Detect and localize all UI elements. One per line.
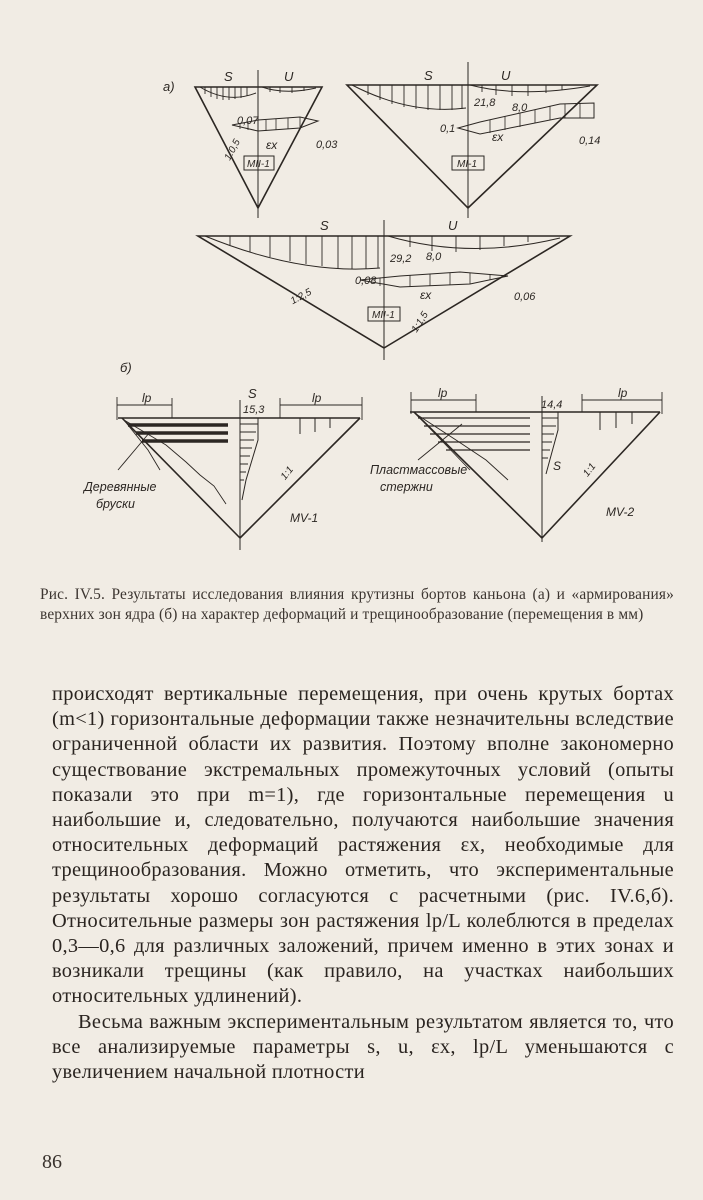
- a2-value-2: 8,0: [512, 102, 528, 114]
- body-text: [52, 682, 674, 1085]
- a2-strain-label: εx: [492, 130, 504, 144]
- a2-value-4: 0,14: [579, 135, 601, 147]
- a1-displacement-label: U: [284, 69, 294, 84]
- b2-slope-label: 1:1: [581, 461, 599, 480]
- a1-settlement-label: S: [224, 69, 233, 84]
- b1-zone-label-right: lp: [312, 391, 322, 405]
- a3-model-label: МII-1: [372, 310, 395, 321]
- b2-zone-label-left: lp: [438, 386, 448, 400]
- b1-settlement-value: 15,3: [243, 404, 265, 416]
- b2-zone-label-right: lp: [618, 386, 628, 400]
- diagram-b1: [117, 397, 362, 550]
- b1-material-label-2: бруски: [96, 497, 135, 511]
- a3-slope-left: 1:2,5: [288, 286, 314, 307]
- a3-displacement-label: U: [448, 218, 458, 233]
- a2-value-3: 0,1: [440, 123, 456, 135]
- a3-value-4: 0,06: [514, 291, 536, 303]
- a3-strain-label: εx: [420, 288, 432, 302]
- a1-value-2: 0,03: [316, 139, 338, 151]
- a3-settlement-label: S: [320, 218, 329, 233]
- a1-model-label: МII-1: [247, 159, 270, 170]
- b2-material-label-2: стержни: [380, 480, 433, 494]
- diagram-a1: [195, 70, 322, 218]
- figure-iv5: [0, 0, 703, 580]
- b1-slope-label: 1:1: [278, 464, 296, 483]
- figure-caption: Рис. IV.5. Результаты исследования влияния крутизны бортов каньона (а) и «армирования» верхних зон ядра (б) на характер деформаций и трещинообразование (перемещения в мм): [40, 586, 674, 623]
- b1-model-label: MV-1: [290, 511, 319, 525]
- a3-slope-right: 1:1,5: [409, 309, 431, 335]
- b2-model-label: MV-2: [606, 505, 635, 519]
- a2-value-1: 21,8: [474, 97, 496, 109]
- a1-slope-label: 1:0,5: [222, 137, 243, 163]
- panel-label-a: а): [163, 79, 175, 94]
- page-number: 86: [42, 1151, 62, 1173]
- a3-value-1: 29,2: [390, 253, 412, 265]
- a1-strain-label: εx: [266, 138, 278, 152]
- b1-material-label-1: Деревянные: [84, 480, 157, 494]
- panel-label-b: б): [120, 360, 132, 375]
- a1-value-1: 0,07: [237, 115, 259, 127]
- paragraph: Весьма важным экспериментальным результатом является то, что все анализируемые параметры s, u, εx, lp/L уменьшаются с увеличением начальной плотности: [52, 1010, 674, 1084]
- a2-settlement-label: S: [424, 68, 433, 83]
- paragraph: происходят вертикальные перемещения, при очень крутых бортах (m<1) горизонтальные деформации также незначительны вследствие ограниченной области их развития. Поэтому вполне закономерно существование экстремальных промежуточных условий (опыты показали это при m=1), где горизонтальные перемещения u наибольшие и, следовательно, получаются наибольшие значения относительных деформаций растяжения εx, необходимые для трещинообразования. Можно отметить, что экспериментальные результаты хорошо согласуются с расчетными (рис. IV.6,б). Относительные размеры зон растяжения lp/L колеблются в пределах 0,3—0,6 для различных заложений, причем именно в этих зонах и возникали трещины (как правило, на участках наибольших относительных удлинений).: [52, 683, 674, 1008]
- diagram-a3: [198, 220, 570, 360]
- a2-model-label: МI-1: [457, 159, 477, 170]
- b2-settlement-value: 14,4: [541, 399, 563, 411]
- a2-displacement-label: U: [501, 68, 511, 83]
- b1-zone-label-left: lp: [142, 391, 152, 405]
- diagram-a2: [347, 62, 597, 218]
- b2-settlement-label: S: [553, 459, 562, 473]
- a3-value-2: 8,0: [426, 251, 442, 263]
- b1-settlement-label: S: [248, 386, 257, 401]
- a3-value-3: 0,08: [355, 275, 377, 287]
- b2-material-label-1: Пластмассовые: [370, 463, 468, 477]
